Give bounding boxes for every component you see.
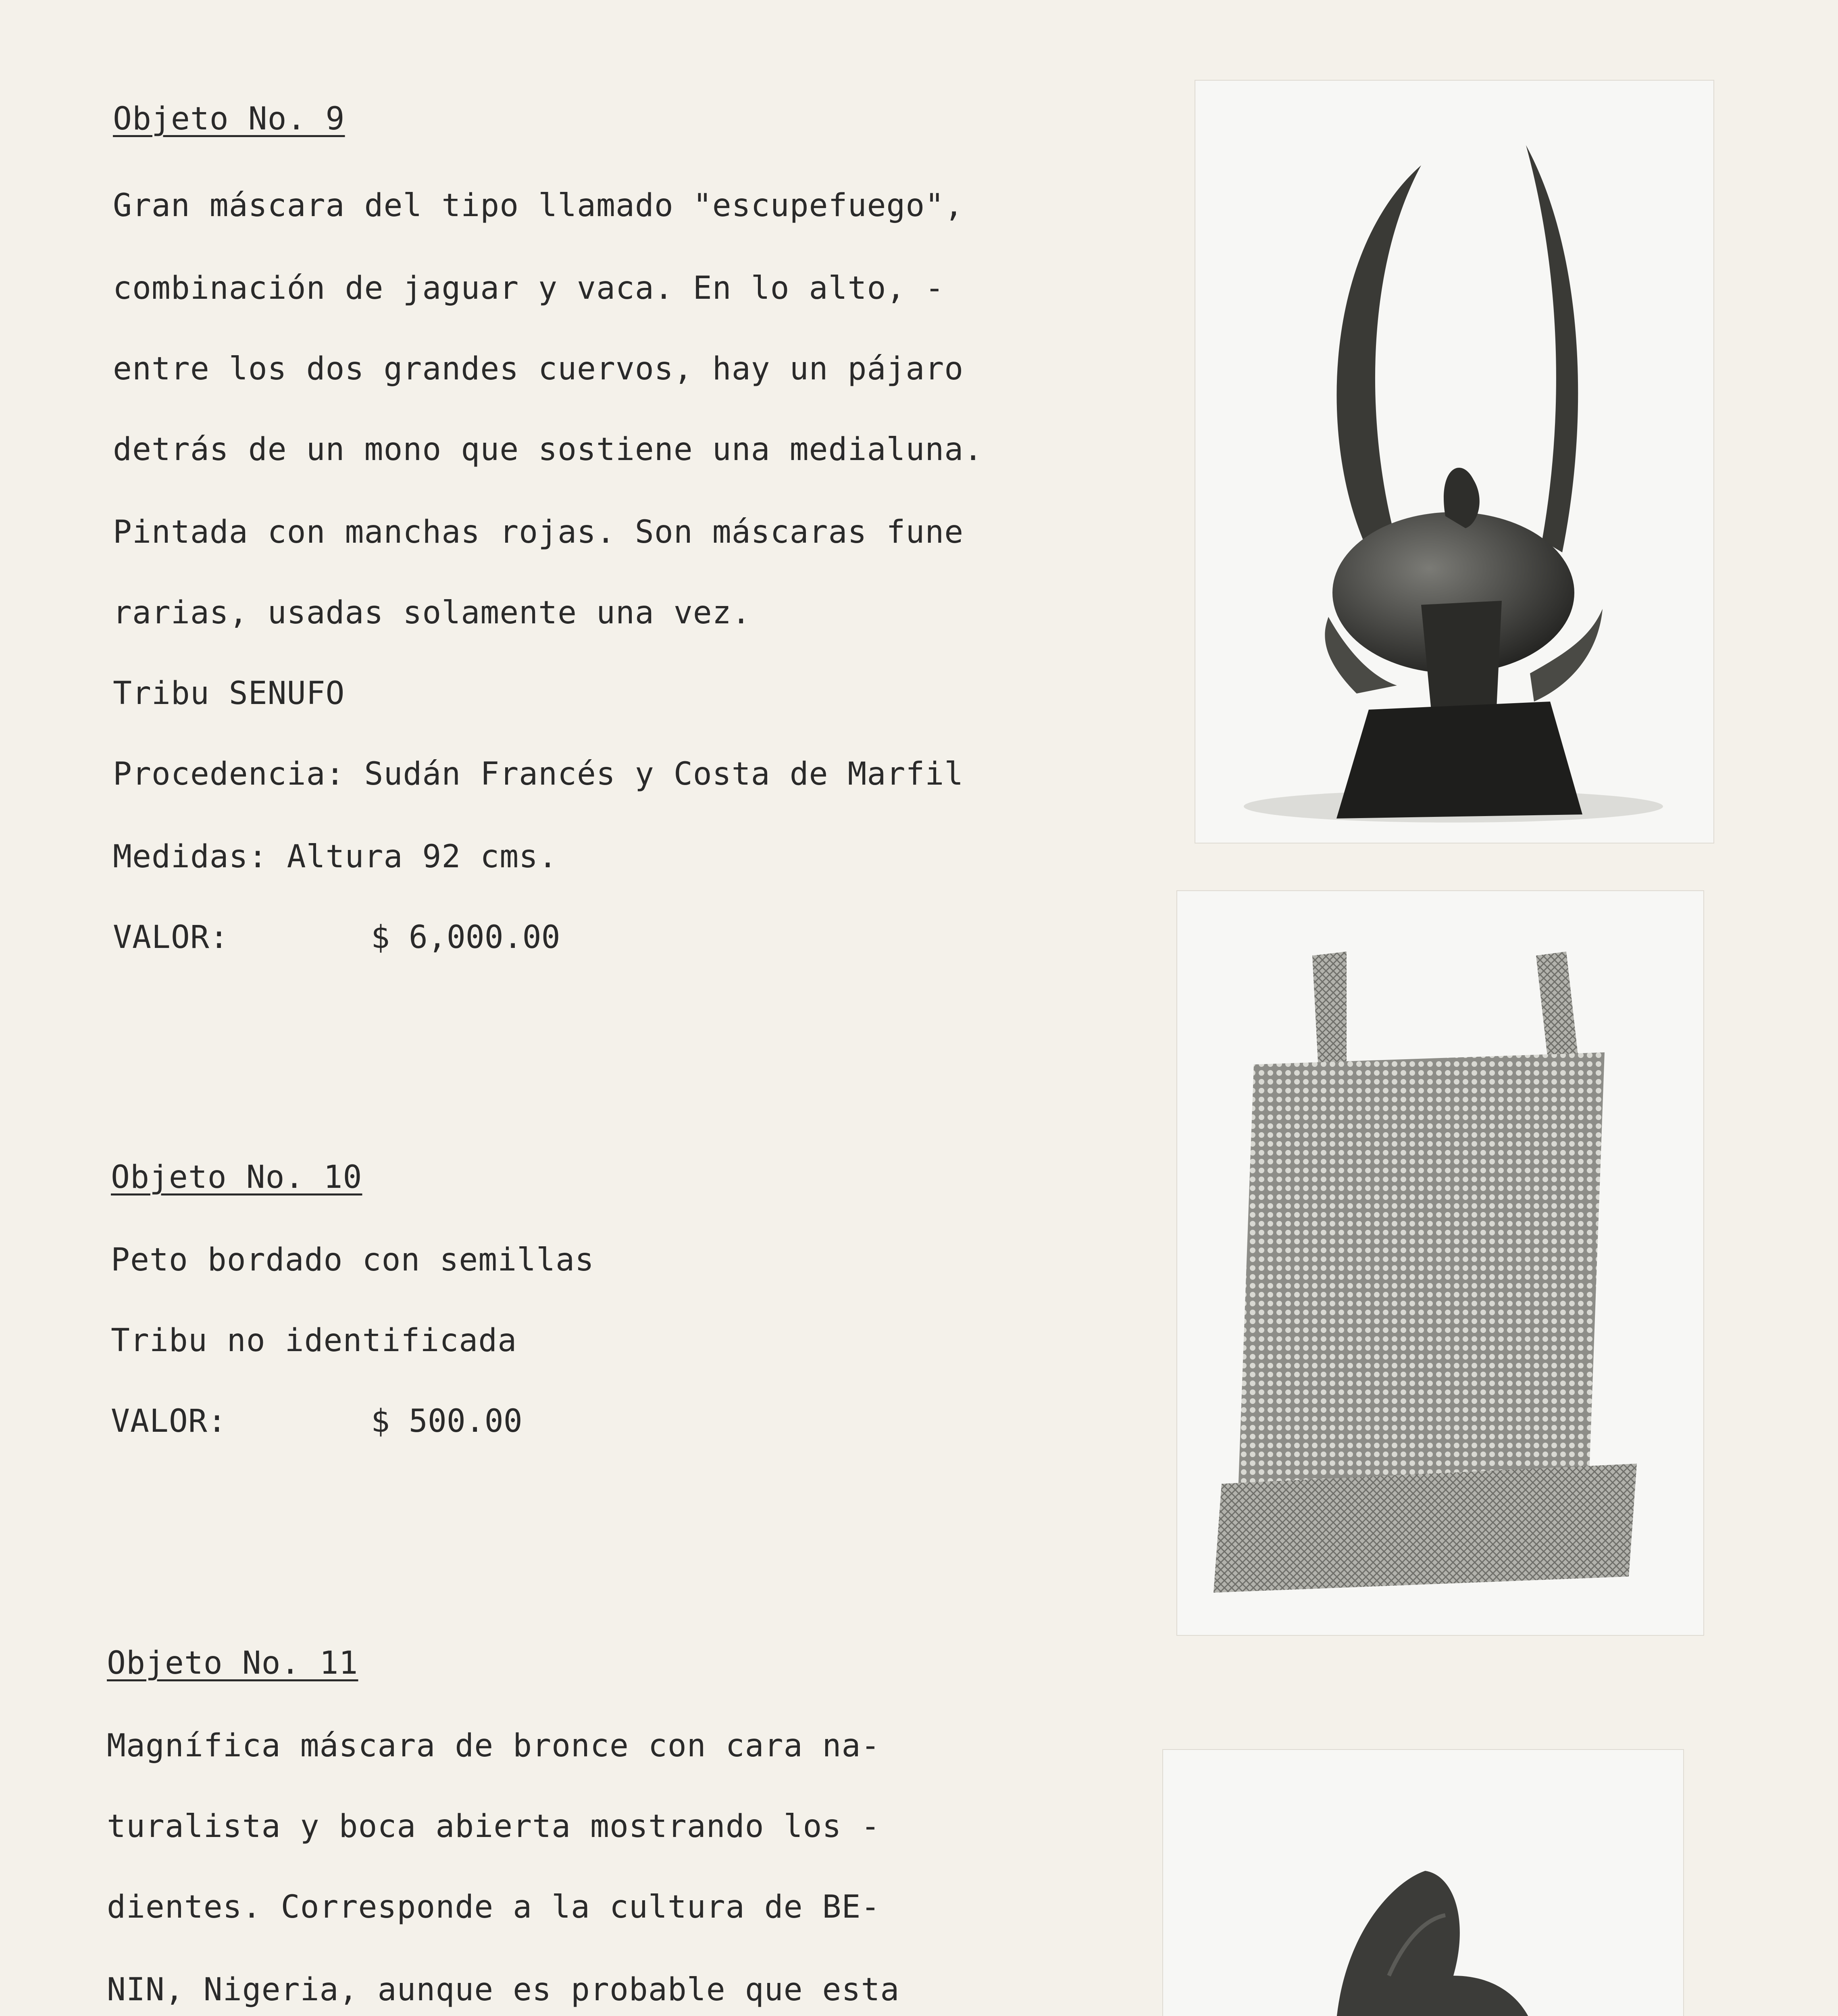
- measures-line: Medidas: Altura 92 cms.: [113, 839, 558, 875]
- value-amount: $ 500.00: [371, 1403, 522, 1439]
- item-heading: Objeto No. 9: [113, 101, 345, 137]
- description-line: turalista y boca abierta mostrando los -: [107, 1808, 880, 1845]
- value-label: VALOR:: [113, 919, 229, 956]
- description-line: Peto bordado con semillas: [111, 1242, 594, 1278]
- horned-helmet-mask-photo: [1195, 81, 1713, 843]
- bronze-face-mask-photo: [1163, 1750, 1683, 2016]
- item-heading: Objeto No. 10: [111, 1159, 362, 1195]
- value-label: VALOR:: [111, 1403, 227, 1439]
- value-amount: $ 6,000.00: [371, 919, 560, 956]
- description-line: Gran máscara del tipo llamado "escupefuego",: [113, 187, 964, 224]
- tribe-line: Tribu SENUFO: [113, 675, 345, 712]
- item-heading: Objeto No. 11: [107, 1645, 358, 1681]
- description-line: NIN, Nigeria, aunque es probable que esta: [107, 1972, 900, 2008]
- description-line: detrás de un mono que sostiene una medialuna.: [113, 431, 983, 468]
- origin-line: Procedencia: Sudán Francés y Costa de Marfil: [113, 756, 964, 792]
- beaded-breastplate-photo: [1177, 891, 1703, 1635]
- tribe-line: Tribu no identificada: [111, 1322, 517, 1359]
- description-line: combinación de jaguar y vaca. En lo alto, -: [113, 270, 945, 306]
- description-line: rarias, usadas solamente una vez.: [113, 595, 751, 631]
- description-line: dientes. Corresponde a la cultura de BE-: [107, 1889, 880, 1925]
- description-line: Magnífica máscara de bronce con cara na-: [107, 1728, 880, 1764]
- description-line: entre los dos grandes cuervos, hay un pájaro: [113, 351, 964, 387]
- description-line: Pintada con manchas rojas. Son máscaras fune: [113, 514, 964, 550]
